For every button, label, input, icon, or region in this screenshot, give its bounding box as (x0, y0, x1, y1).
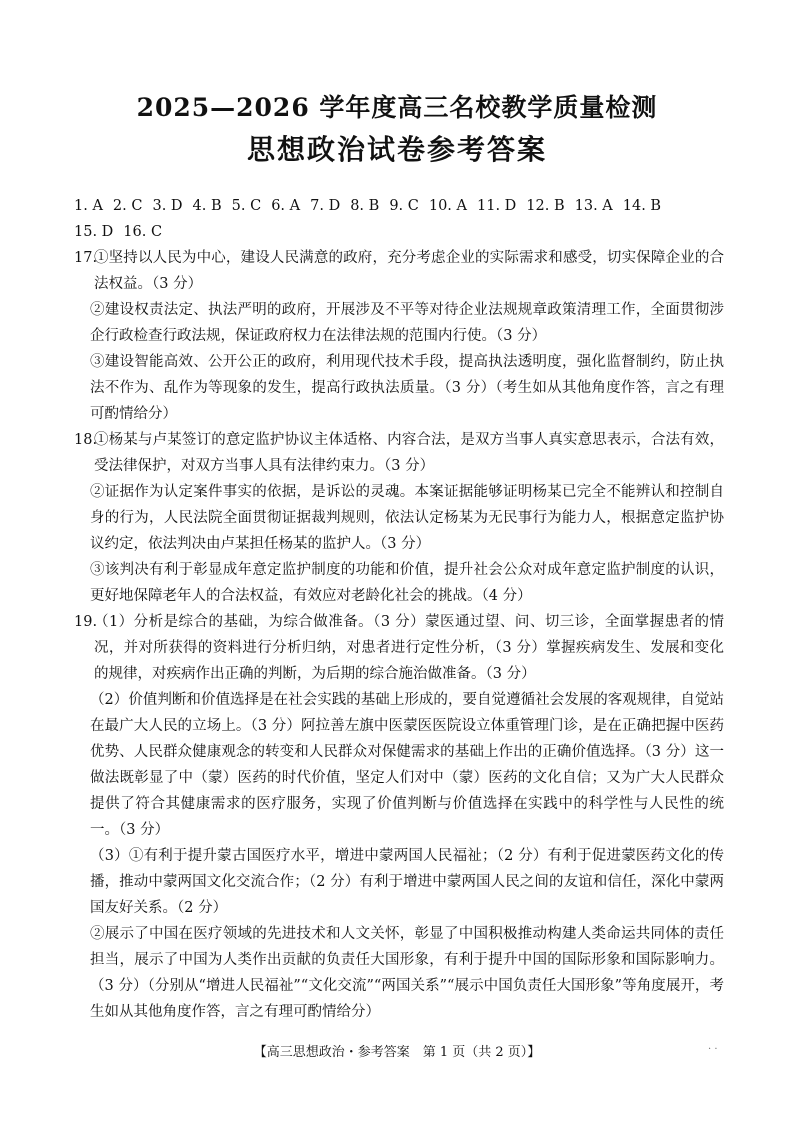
mc-answer: 6. A (271, 198, 301, 214)
mc-answer: 1. A (74, 198, 103, 214)
multiple-choice-answers (74, 193, 724, 245)
answer-paragraph: ③该判决有利于彰显成年意定监护制度的功能和价值，提升社会公众对成年意定监护制度的认识，更好地保障老年人的合法权益，有效应对老龄化社会的挑战。（4 分） (90, 562, 724, 604)
exam-title: 2025—2026 学年度高三名校教学质量检测 (136, 93, 658, 122)
document-title: 思想政治试卷参考答案 (246, 133, 547, 166)
answer-paragraph: （1）分析是综合的基础，为综合做准备。（3 分）蒙医通过望、问、切三诊，全面掌握患者的情况，并对所获得的资料进行分析归纳，对患者进行定性分析，（3 分）掌握疾病发生、发展和变化的规律，对疾病作出正确的判断，为后期的综合施治做准备。（3 分） (94, 614, 724, 682)
answer-paragraph: ①杨某与卢某签订的意定监护协议主体适格、内容合法，是双方当事人真实意思表示，合法有效，受法律保护，对双方当事人具有法律约束力。（3 分） (94, 432, 724, 474)
essay-answers (74, 245, 724, 1025)
mc-answer: 8. B (350, 198, 380, 214)
mc-answer: 14. B (622, 198, 662, 214)
mc-answer: 12. B (526, 198, 565, 214)
mc-answer: 10. A (428, 198, 467, 214)
question-number: 18. (74, 432, 98, 448)
question-17 (74, 245, 724, 427)
mc-answer: 5. C (231, 198, 262, 214)
mc-answer: 4. B (192, 198, 222, 214)
mc-answer: 7. D (310, 198, 341, 214)
answer-paragraph: ①坚持以人民为中心，建设人民满意的政府，充分考虑企业的实际需求和感受，切实保障企业的合法权益。（3 分） (94, 250, 724, 292)
question-19 (74, 609, 724, 1025)
mc-answer: 9. C (389, 198, 419, 214)
mc-answer: 16. C (123, 224, 163, 240)
question-18 (74, 427, 724, 609)
mc-answer: 15. D (74, 224, 114, 240)
mc-answer: 2. C (112, 198, 143, 214)
answer-paragraph: ②证据作为认定案件事实的依据，是诉讼的灵魂。本案证据能够证明杨某已完全不能辨认和控制自身的行为，人民法院全面贯彻证据裁判规则，依法认定杨某为无民事行为能力人，根据意定监护协议约定，依法判决由卢某担任杨某的监护人。（3 分） (90, 484, 724, 552)
answer-paragraph: （3）①有利于提升蒙古国医疗水平，增进中蒙两国人民福祉；（2 分）有利于促进蒙医药文化的传播，推动中蒙两国文化交流合作；（2 分）有利于增进中蒙两国人民之间的友谊和信任，深化中蒙两国友好关系。（2 分） (90, 848, 724, 916)
answer-paragraph: ②建设权责法定、执法严明的政府，开展涉及不平等对待企业法规规章政策清理工作，全面贯彻涉企行政检查行政法规，保证政府权力在法律法规的范围内行使。（3 分） (90, 302, 724, 344)
answer-paragraph: ③建设智能高效、公开公正的政府，利用现代技术手段，提高执法透明度，强化监督制约，防止执法不作为、乱作为等现象的发生，提高行政执法质量。（3 分）（考生如从其他角度作答，言之有理可酌情给分） (90, 354, 724, 422)
mc-answer: 11. D (477, 198, 517, 214)
mc-answer-row-2 (74, 219, 724, 245)
question-number: 17. (74, 250, 98, 266)
answer-paragraph: ②展示了中国在医疗领域的先进技术和人文关怀，彰显了中国积极推动构建人类命运共同体的责任担当，展示了中国为人类作出贡献的负责任大国形象，有利于提升中国的国际形象和国际影响力。（3 分）（分别从“增进人民福祉”“文化交流”“两国关系”“展示中国负责任大国形象”等角度展开，考生如从其他角度作答，言之有理可酌情给分） (90, 926, 724, 1020)
footer-dots: · · (708, 1044, 718, 1055)
mc-answer: 3. D (152, 198, 183, 214)
mc-answer: 13. A (574, 198, 613, 214)
question-number: 19. (74, 614, 98, 630)
mc-answer-row-1 (74, 193, 724, 219)
answer-paragraph: （2）价值判断和价值选择是在社会实践的基础上形成的，要自觉遵循社会发展的客观规律，自觉站在最广大人民的立场上。（3 分）阿拉善左旗中医蒙医医院设立体重管理门诊，是在正确把握中医药优势、人民群众健康观念的转变和人民群众对保健需求的基础上作出的正确价值选择。（3 分）这一做法既彰显了中（蒙）医药的时代价值，坚定人们对中（蒙）医药的文化自信；又为广大人民群众提供了符合其健康需求的医疗服务，实现了价值判断与价值选择在实践中的科学性与人民性的统一。（3 分） (90, 692, 724, 838)
page-footer: 【高三思想政治・参考答案 第 1 页（共 2 页）】 (253, 1045, 541, 1060)
